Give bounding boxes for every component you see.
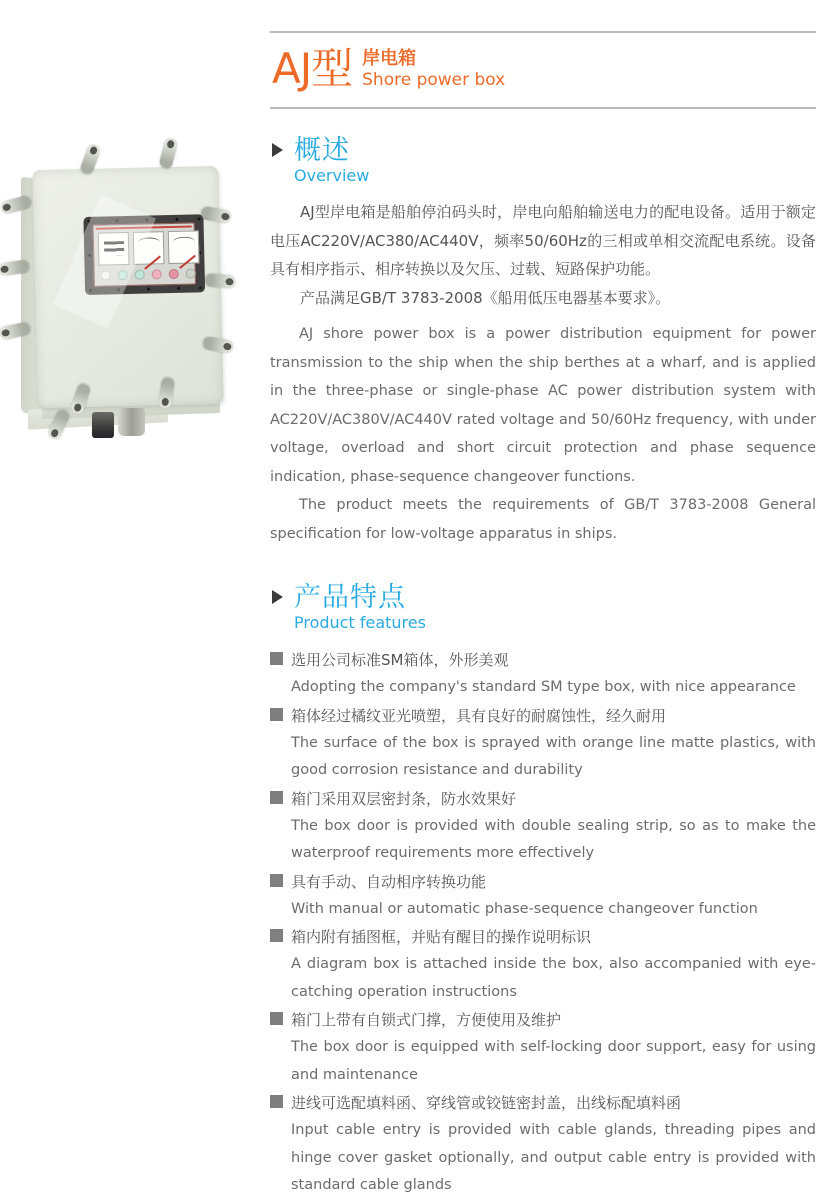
- catalog-content: [270, 0, 816, 1201]
- meter-panel-window: [83, 214, 205, 295]
- feature-bullet-icon: [270, 708, 283, 721]
- gauge-arc-icon: [173, 236, 195, 246]
- feature-bullet-icon: [270, 791, 283, 804]
- analog-meter: [168, 230, 200, 264]
- gauge-scale-icon: [104, 241, 124, 255]
- feature-title-zh: 进线可选配填料函、穿线管或铰链密封盖，出线标配填料函: [291, 1094, 682, 1113]
- feature-bullet-icon: [270, 1012, 283, 1025]
- product-title: [270, 33, 816, 107]
- product-model: AJ型: [272, 44, 353, 93]
- feature-item: [270, 869, 816, 924]
- meter-panel-glass: [93, 222, 196, 286]
- cable-gland: [118, 408, 145, 436]
- features-heading: [272, 582, 816, 633]
- indicator-knob: [152, 269, 162, 279]
- features-title-en: Product features: [294, 613, 426, 633]
- overview-section: [270, 135, 816, 548]
- indicator-knob: [101, 270, 111, 280]
- feature-item: [270, 924, 816, 1006]
- indicator-knob: [118, 270, 128, 280]
- feature-item: [270, 786, 816, 868]
- voltmeter-gauge: [98, 232, 130, 266]
- overview-heading: [272, 135, 816, 186]
- section-marker-icon: [272, 143, 283, 157]
- feature-desc-en: With manual or automatic phase-sequence changeover function: [291, 900, 758, 917]
- feature-title-zh: 箱门采用双层密封条，防水效果好: [291, 789, 517, 808]
- indicator-knob: [169, 269, 179, 279]
- product-name-en: Shore power box: [362, 69, 506, 90]
- analog-meter: [133, 231, 165, 265]
- feature-desc-en: A diagram box is attached inside the box, also accompanied with eye-catching operation instructions: [291, 956, 816, 1000]
- feature-title-zh: 箱门上带有自锁式门撑，方便使用及维护: [291, 1011, 562, 1030]
- panel-trim-line: [96, 226, 192, 230]
- divider-title-bottom: [270, 107, 816, 109]
- feature-title-zh: 箱内附有插图框，并贴有醒目的操作说明标识: [291, 928, 592, 947]
- feature-item: [270, 703, 816, 785]
- feature-desc-en: Input cable entry is provided with cable glands, threading pipes and hinge cover gasket optionally, and output cable entry is provided with standard cable glands: [291, 1122, 816, 1194]
- feature-item: [270, 1090, 816, 1200]
- features-section: [270, 582, 816, 1200]
- feature-title-zh: 选用公司标准SM箱体，外形美观: [291, 651, 509, 670]
- latch-clamp: [205, 273, 236, 289]
- product-photo: [12, 148, 254, 454]
- overview-paragraph-zh: 产品满足GB/T 3783-2008《船用低压电器基本要求》。: [300, 288, 671, 307]
- feature-desc-en: The box door is equipped with self-locking door support, easy for using and maintenance: [291, 1039, 816, 1083]
- feature-item: [270, 1007, 816, 1089]
- gauge-needle-icon: [179, 255, 196, 269]
- overview-paragraph-en: The product meets the requirements of GB/T 3783-2008 General specification for low-voltage apparatus in ships.: [270, 497, 816, 542]
- feature-bullet-icon: [270, 929, 283, 942]
- feature-desc-en: The box door is provided with double sealing strip, so as to make the waterproof requirements more effectively: [291, 817, 816, 862]
- features-title-zh: 产品特点: [294, 582, 406, 614]
- enclosure-front-door: [32, 166, 223, 408]
- overview-paragraph-zh: AJ型岸电箱是船舶停泊码头时，岸电向船舶输送电力的配电设备。适用于额定电压AC220V/AC380/AC440V，频率50/60Hz的三相或单相交流配电系统。设备具有相序指示、相序转换以及欠压、过载、短路保护功能。: [270, 203, 816, 279]
- overview-title-en: Overview: [294, 166, 370, 186]
- feature-bullet-icon: [270, 1095, 283, 1108]
- latch-clamp: [159, 137, 179, 169]
- overview-paragraph-en: AJ shore power box is a power distribution equipment for power transmission to the ship when the ship berthes at a wharf, and is applied in the three-phase or single-phase AC power distribution system with AC220V/AC380V/AC440V rated voltage and 50/60Hz frequency, with under voltage, overload and short circuit protection and phase sequence indication, phase-sequence changeover functions.: [270, 326, 816, 485]
- feature-item: [270, 647, 816, 702]
- gauge-arc-icon: [138, 237, 160, 247]
- features-list: [270, 647, 816, 1200]
- product-name-zh: 岸电箱: [362, 48, 417, 69]
- feature-title-zh: 箱体经过橘纹亚光喷塑，具有良好的耐腐蚀性，经久耐用: [291, 706, 667, 725]
- overview-title-zh: 概述: [294, 135, 350, 166]
- feature-title-zh: 具有手动、自动相序转换功能: [291, 872, 487, 891]
- feature-bullet-icon: [270, 652, 283, 665]
- section-marker-icon: [272, 590, 283, 604]
- indicator-knob: [186, 268, 196, 278]
- gauge-needle-icon: [144, 255, 161, 269]
- feature-bullet-icon: [270, 874, 283, 887]
- cable-gland: [92, 412, 114, 438]
- feature-desc-en: The surface of the box is sprayed with orange line matte plastics, with good corrosion resistance and durability: [291, 734, 816, 779]
- indicator-knob: [135, 270, 145, 280]
- feature-desc-en: Adopting the company's standard SM type box, with nice appearance: [291, 679, 796, 696]
